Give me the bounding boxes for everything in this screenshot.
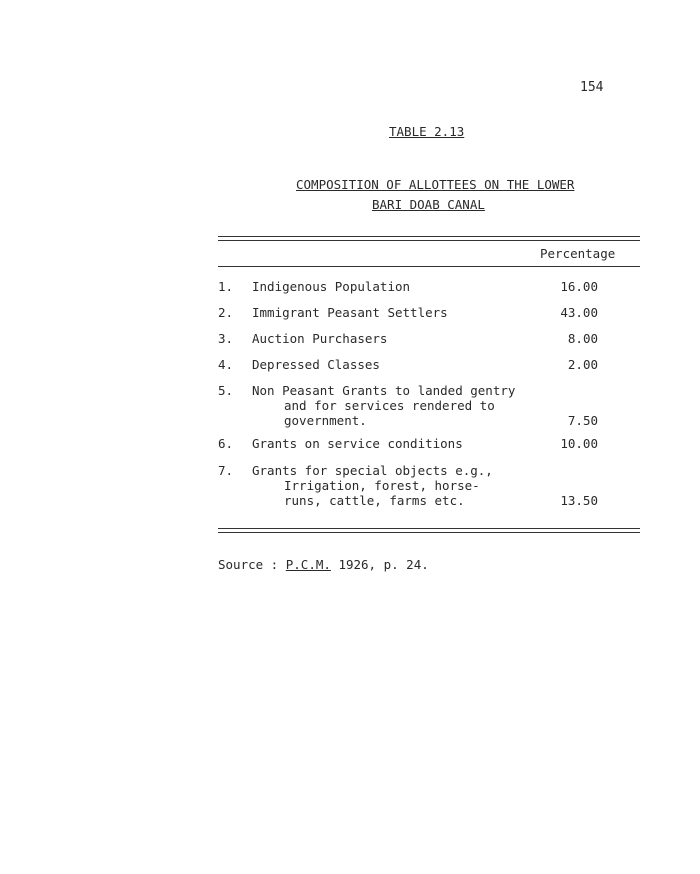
row-description-line: Irrigation, forest, horse- — [284, 478, 480, 493]
table-top-rule — [218, 236, 640, 237]
row-number: 6. — [218, 436, 234, 451]
row-description — [252, 383, 515, 428]
row-description-line: Non Peasant Grants to landed gentry — [252, 383, 516, 398]
row-description-line: runs, cattle, farms etc. — [284, 493, 465, 508]
row-value: 13.50 — [560, 493, 598, 508]
row-number: 5. — [218, 383, 234, 398]
row-number: 2. — [218, 305, 234, 320]
row-description — [252, 436, 463, 451]
row-description-line: Grants on service conditions — [252, 436, 463, 451]
row-description — [252, 331, 387, 346]
row-value: 7.50 — [567, 413, 598, 428]
source-reference: P.C.M. — [285, 557, 331, 572]
column-header-percentage: Percentage — [540, 246, 616, 261]
table-top-rule-double — [218, 240, 640, 241]
row-description — [252, 279, 410, 294]
source-note — [218, 557, 429, 572]
row-description-line: and for services rendered to — [284, 398, 495, 413]
row-description — [252, 463, 493, 508]
table-label: TABLE 2.13 — [389, 124, 465, 139]
row-value: 10.00 — [560, 436, 598, 451]
table-title-line-2: BARI DOAB CANAL — [372, 197, 485, 212]
row-value: 2.00 — [567, 357, 598, 372]
row-description-line: Immigrant Peasant Settlers — [252, 305, 448, 320]
row-description-line: government. — [284, 413, 367, 428]
row-description-line: Indigenous Population — [252, 279, 411, 294]
row-number: 3. — [218, 331, 234, 346]
table-title-line-1: COMPOSITION OF ALLOTTEES ON THE LOWER — [296, 177, 575, 192]
row-description-line: Auction Purchasers — [252, 331, 388, 346]
table-bottom-rule-double — [218, 532, 640, 533]
header-rule — [218, 266, 640, 267]
row-description-line: Depressed Classes — [252, 357, 380, 372]
row-value: 8.00 — [567, 331, 598, 346]
table-bottom-rule — [218, 528, 640, 529]
page-number: 154 — [580, 80, 604, 95]
row-number: 4. — [218, 357, 234, 372]
row-number: 7. — [218, 463, 234, 478]
source-details: 1926, p. 24. — [338, 557, 429, 572]
row-value: 43.00 — [560, 305, 598, 320]
source-label: Source : — [218, 557, 279, 572]
row-description-line: Grants for special objects e.g., — [252, 463, 493, 478]
row-description — [252, 357, 380, 372]
row-number: 1. — [218, 279, 234, 294]
row-value: 16.00 — [560, 279, 598, 294]
row-description — [252, 305, 448, 320]
